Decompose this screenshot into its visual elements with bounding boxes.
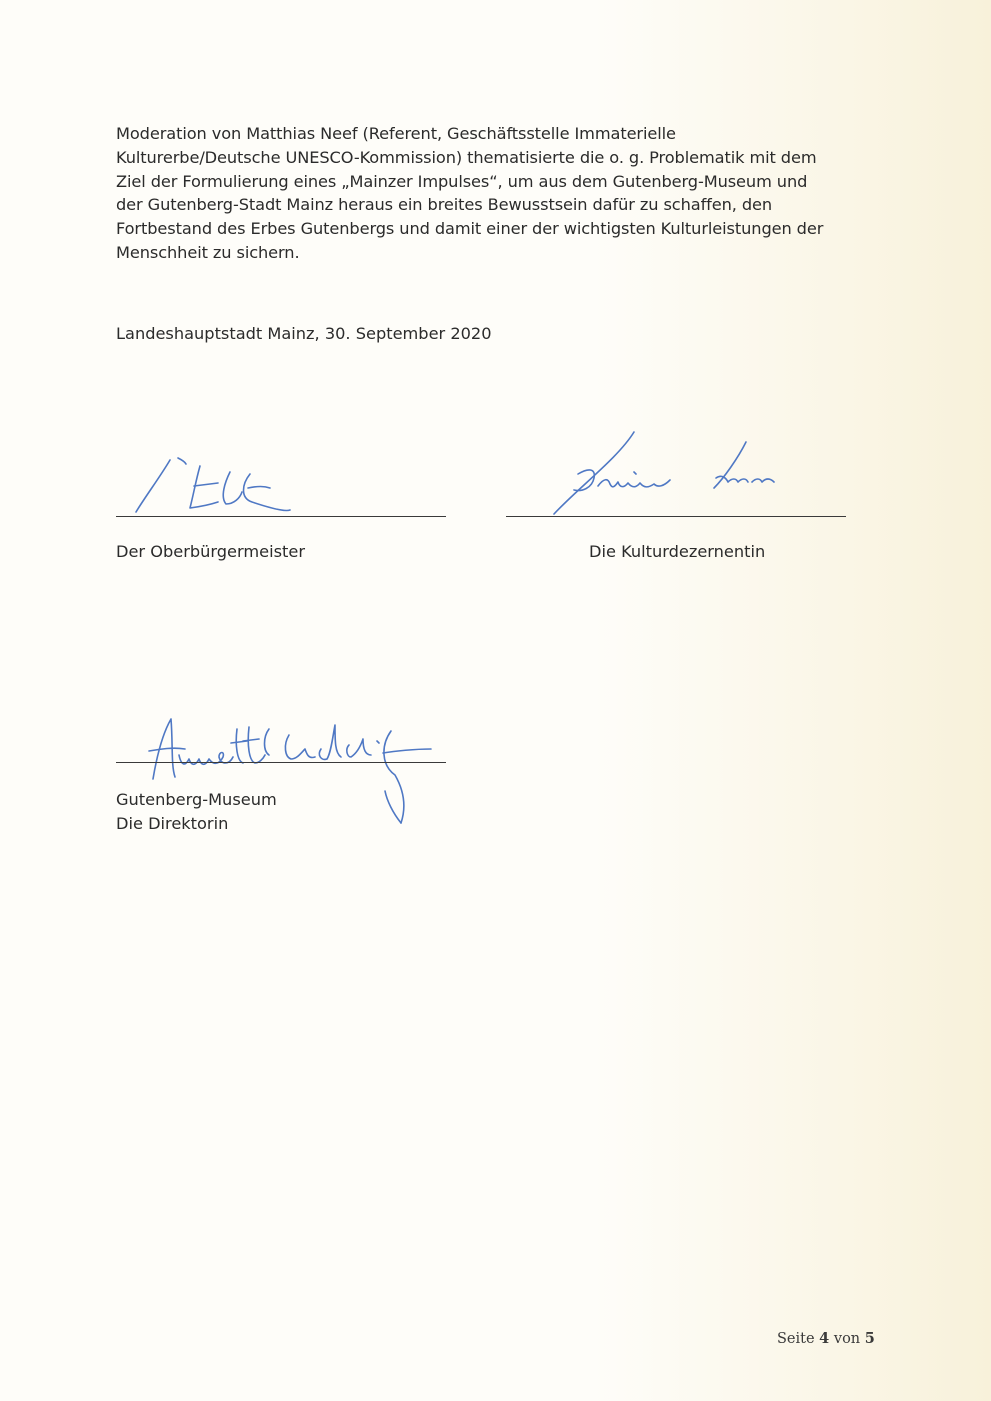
- culture-signature: [548, 428, 778, 518]
- current-page: 4: [819, 1330, 830, 1347]
- page-prefix: Seite: [777, 1331, 815, 1347]
- place-and-date: Landeshauptstadt Mainz, 30. September 2020: [116, 324, 492, 343]
- signature-line-mayor: [116, 516, 446, 517]
- mayor-title: Der Oberbürgermeister: [116, 542, 305, 561]
- body-paragraph: [116, 122, 876, 265]
- body-line: Moderation von Matthias Neef (Referent, Geschäftsstelle Immaterielle: [116, 124, 676, 143]
- body-line: Fortbestand des Erbes Gutenbergs und damit einer der wichtigsten Kulturleistungen der: [116, 219, 824, 239]
- body-line: Menschheit zu sichern.: [116, 242, 300, 262]
- page-separator: von: [833, 1331, 861, 1347]
- body-line: Kulturerbe/Deutsche UNESCO-Kommission) thematisierte die o. g. Problematik mit dem: [116, 147, 817, 167]
- museum-institution: Gutenberg-Museum: [116, 790, 277, 809]
- museum-title: Die Direktorin: [116, 814, 229, 833]
- signature-line-museum: [116, 762, 446, 763]
- culture-title: Die Kulturdezernentin: [589, 542, 766, 561]
- signature-line-culture: [506, 516, 846, 517]
- body-line: Ziel der Formulierung eines „Mainzer Impulses“, um aus dem Gutenberg-Museum und: [116, 171, 808, 191]
- body-line: der Gutenberg-Stadt Mainz heraus ein breites Bewusstsein dafür zu schaffen, den: [116, 195, 773, 215]
- total-pages: 5: [864, 1330, 875, 1347]
- page-number: [777, 1330, 875, 1347]
- mayor-signature: [130, 452, 300, 522]
